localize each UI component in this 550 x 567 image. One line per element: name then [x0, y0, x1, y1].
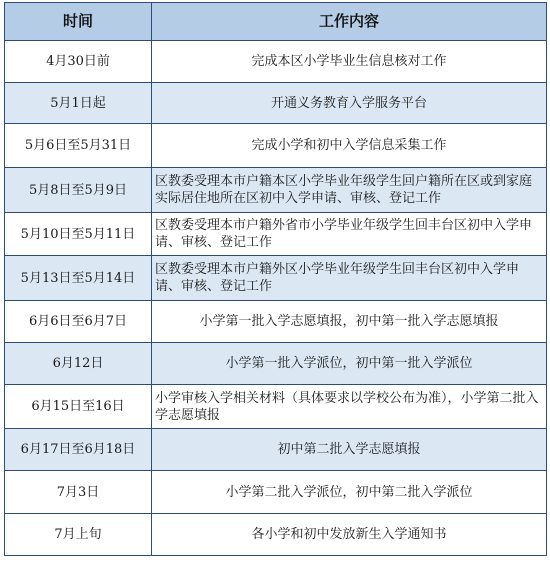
table-row	[5, 429, 547, 471]
table-row	[5, 385, 547, 429]
row-work: 完成小学和初中入学信息采集工作	[152, 124, 547, 168]
table-row	[5, 343, 547, 385]
row-work: 小学第二批入学派位，初中第二批入学派位	[152, 471, 547, 514]
row-work: 区教委受理本市户籍外省市小学毕业年级学生回丰台区初中入学申请、审核、登记工作	[152, 213, 547, 256]
table-row	[5, 168, 547, 213]
row-work: 完成本区小学毕业生信息核对工作	[152, 41, 547, 83]
table-row	[5, 471, 547, 514]
row-time: 5月6日至5月31日	[5, 124, 152, 168]
row-work: 区教委受理本市户籍本区小学毕业年级学生回户籍所在区或到家庭实际居住地所在区初中入学申请、审核、登记工作	[152, 168, 547, 213]
row-work: 小学审核入学相关材料（具体要求以学校公布为准），小学第二批入学志愿填报	[152, 385, 547, 429]
row-time: 7月3日	[5, 471, 152, 514]
header-time: 时间	[5, 3, 152, 41]
header-work: 工作内容	[152, 3, 547, 41]
row-work: 区教委受理本市户籍外区小学毕业年级学生回丰台区初中入学申请、审核、登记工作	[152, 256, 547, 301]
header-row	[5, 3, 547, 41]
row-time: 5月8日至5月9日	[5, 168, 152, 213]
row-time: 7月上旬	[5, 514, 152, 556]
row-time: 5月10日至5月11日	[5, 213, 152, 256]
table-row	[5, 256, 547, 301]
row-work: 开通义务教育入学服务平台	[152, 83, 547, 124]
row-time: 6月6日至6月7日	[5, 301, 152, 343]
row-work: 各小学和初中发放新生入学通知书	[152, 514, 547, 556]
row-work: 小学第一批入学志愿填报，初中第一批入学志愿填报	[152, 301, 547, 343]
table-row	[5, 83, 547, 124]
row-work: 初中第二批入学志愿填报	[152, 429, 547, 471]
table-row	[5, 301, 547, 343]
row-time: 6月17日至6月18日	[5, 429, 152, 471]
row-work: 小学第一批入学派位，初中第一批入学派位	[152, 343, 547, 385]
table-row	[5, 213, 547, 256]
table-row	[5, 41, 547, 83]
row-time: 6月15日至16日	[5, 385, 152, 429]
table-row	[5, 514, 547, 556]
table-row	[5, 124, 547, 168]
row-time: 5月13日至5月14日	[5, 256, 152, 301]
schedule-table	[4, 2, 547, 556]
row-time: 6月12日	[5, 343, 152, 385]
row-time: 5月1日起	[5, 83, 152, 124]
row-time: 4月30日前	[5, 41, 152, 83]
